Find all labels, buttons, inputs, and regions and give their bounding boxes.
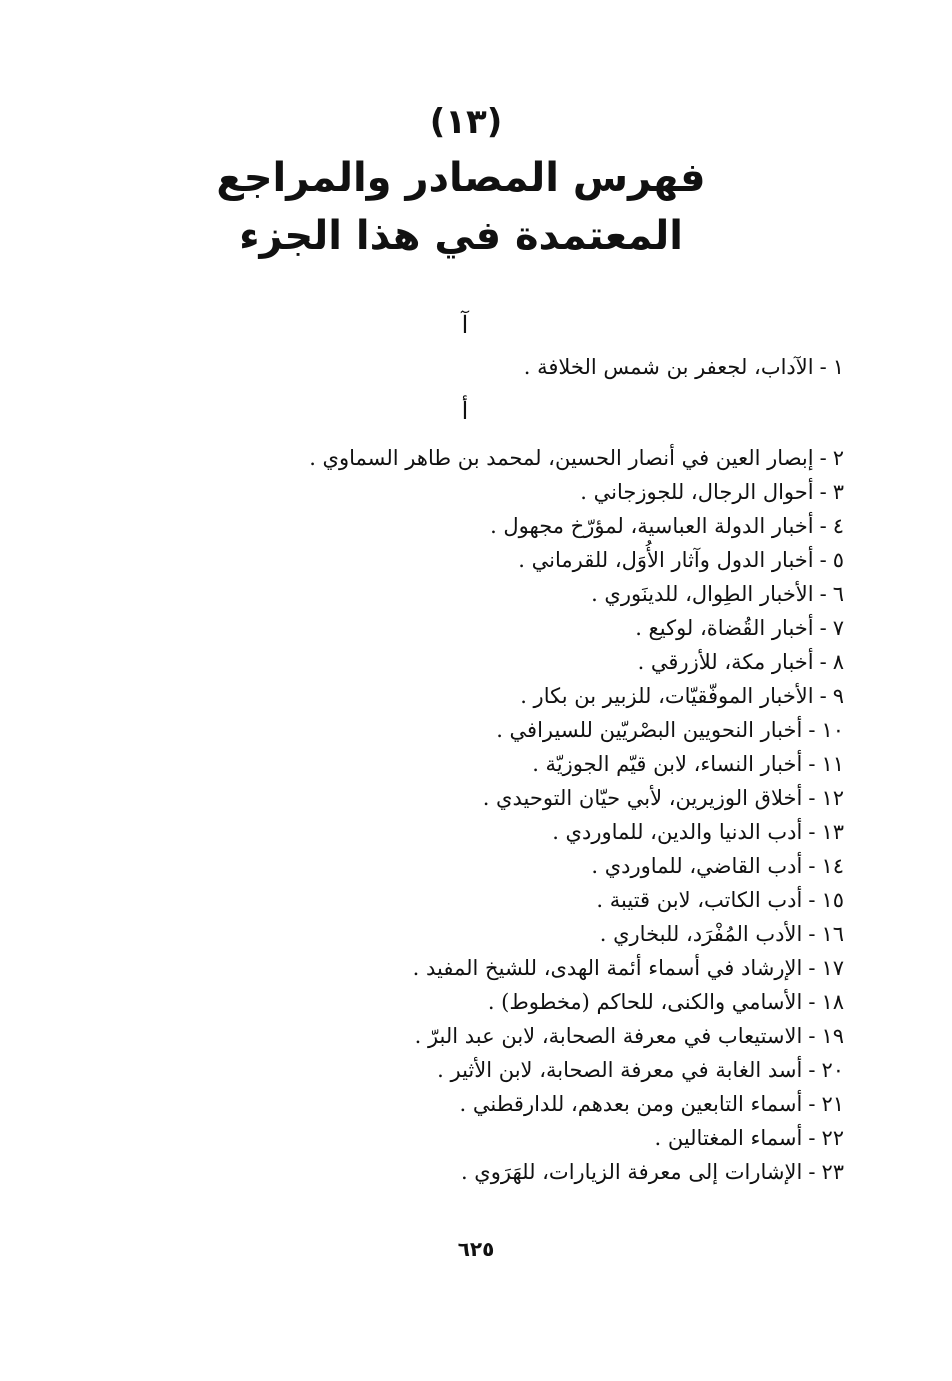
list-item — [284, 679, 844, 713]
entry-dash: - — [808, 888, 816, 912]
entry-dash: - — [819, 480, 827, 504]
entry-number: ١٨ — [821, 990, 844, 1014]
entry-number: ٣ — [832, 480, 844, 504]
entry-dash: - — [808, 1024, 816, 1048]
entry-text: الاستيعاب في معرفة الصحابة، لابن عبد البرّ . — [414, 1024, 803, 1048]
index-number: (١٣) — [429, 102, 503, 142]
entry-dash: - — [808, 1092, 816, 1116]
list-item — [284, 475, 844, 509]
entry-text: الأخبار الطِوال، للدينَوري . — [591, 582, 814, 606]
entry-text: إبصار العين في أنصار الحسين، لمحمد بن طاهر السماوي . — [309, 446, 814, 470]
entry-dash: - — [819, 355, 827, 379]
entry-number: ١٤ — [821, 854, 844, 878]
entry-dash: - — [808, 718, 816, 742]
entry-dash: - — [819, 582, 827, 606]
entry-number: ١٠ — [821, 718, 844, 742]
entry-dash: - — [808, 990, 816, 1014]
entry-text: أخلاق الوزيرين، لأبي حيّان التوحيدي . — [482, 786, 803, 810]
entry-number: ٢ — [832, 446, 844, 470]
entry-number: ٢٣ — [821, 1160, 844, 1184]
list-item — [284, 883, 844, 917]
entry-dash: - — [808, 820, 816, 844]
section-letter-alif-hamza: أ — [461, 397, 469, 425]
entry-number: ٢١ — [821, 1092, 844, 1116]
entry-text: أخبار الدولة العباسية، لمؤرّخ مجهول . — [490, 514, 814, 538]
list-item — [284, 577, 844, 611]
list-item — [284, 747, 844, 781]
entry-list-alif-hamza — [284, 441, 844, 1189]
entry-text: الإرشاد في أسماء أئمة الهدى، للشيخ المفيد . — [412, 956, 803, 980]
list-item — [284, 985, 844, 1019]
entry-text: الأخبار الموفّقيّات، للزبير بن بكار . — [520, 684, 814, 708]
page-title-line-2: المعتمدة في هذا الجزء — [239, 213, 683, 259]
list-item — [284, 543, 844, 577]
section-letter-alif-madda: آ — [461, 311, 469, 339]
entry-dash: - — [808, 1126, 816, 1150]
entry-number: ٨ — [832, 650, 844, 674]
entry-dash: - — [808, 1160, 816, 1184]
list-item — [284, 713, 844, 747]
entry-number: ٦ — [832, 582, 844, 606]
list-item — [284, 1155, 844, 1189]
entry-text: أدب القاضي، للماوردي . — [591, 854, 803, 878]
entry-dash: - — [819, 650, 827, 674]
entry-text: الأسامي والكنى، للحاكم (مخطوط) . — [487, 990, 803, 1014]
entry-text: أسماء التابعين ومن بعدهم، للدارقطني . — [459, 1092, 803, 1116]
entry-text: أدب الكاتب، لابن قتيبة . — [596, 888, 803, 912]
entry-dash: - — [819, 616, 827, 640]
entry-dash: - — [808, 752, 816, 776]
entry-number: ١ — [832, 355, 844, 379]
page-number: ٦٢٥ — [457, 1237, 495, 1261]
entry-text: أدب الدنيا والدين، للماوردي . — [552, 820, 803, 844]
entry-dash: - — [819, 446, 827, 470]
entry-dash: - — [819, 548, 827, 572]
entry-text: أسماء المغتالين . — [654, 1126, 803, 1150]
entry-number: ١٧ — [821, 956, 844, 980]
list-item — [284, 815, 844, 849]
entry-number: ٤ — [832, 514, 844, 538]
entry-text: أحوال الرجال، للجوزجاني . — [580, 480, 814, 504]
entry-number: ٥ — [832, 548, 844, 572]
entry-list-alif-madda — [284, 350, 844, 384]
entry-number: ٢٢ — [821, 1126, 844, 1150]
entry-number: ١٩ — [821, 1024, 844, 1048]
entry-dash: - — [808, 956, 816, 980]
entry-dash: - — [808, 786, 816, 810]
entry-number: ١١ — [821, 752, 844, 776]
entry-dash: - — [808, 854, 816, 878]
entry-text: أخبار الدول وآثار الأُوَل، للقرماني . — [518, 548, 814, 572]
entry-text: الإشارات إلى معرفة الزيارات، للهَرَوي . — [460, 1160, 803, 1184]
entry-number: ٢٠ — [821, 1058, 844, 1082]
entry-dash: - — [808, 922, 816, 946]
entry-dash: - — [808, 1058, 816, 1082]
entry-text: أخبار القُضاة، لوكيع . — [635, 616, 814, 640]
list-item — [284, 441, 844, 475]
entry-number: ٩ — [832, 684, 844, 708]
entry-number: ١٣ — [821, 820, 844, 844]
page-title-line-1: فهرس المصادر والمراجع — [216, 155, 706, 201]
entry-dash: - — [819, 684, 827, 708]
entry-text: الأدب المُفْرَد، للبخاري . — [599, 922, 803, 946]
entry-number: ١٥ — [821, 888, 844, 912]
list-item — [284, 645, 844, 679]
list-item — [284, 917, 844, 951]
list-item — [284, 1121, 844, 1155]
entry-number: ٧ — [832, 616, 844, 640]
entry-number: ١٢ — [821, 786, 844, 810]
list-item — [284, 1087, 844, 1121]
list-item — [284, 951, 844, 985]
list-item — [284, 849, 844, 883]
entry-dash: - — [819, 514, 827, 538]
entry-text: الآداب، لجعفر بن شمس الخلافة . — [523, 355, 814, 379]
list-item — [284, 350, 844, 384]
list-item — [284, 781, 844, 815]
entry-text: أخبار النساء، لابن قيّم الجوزيّة . — [532, 752, 803, 776]
entry-text: أسد الغابة في معرفة الصحابة، لابن الأثير . — [437, 1058, 803, 1082]
list-item — [284, 509, 844, 543]
list-item — [284, 1019, 844, 1053]
entry-number: ١٦ — [821, 922, 844, 946]
entry-text: أخبار مكة، للأزرقي . — [637, 650, 814, 674]
list-item — [284, 1053, 844, 1087]
list-item — [284, 611, 844, 645]
entry-text: أخبار النحويين البصْريّين للسيرافي . — [496, 718, 803, 742]
